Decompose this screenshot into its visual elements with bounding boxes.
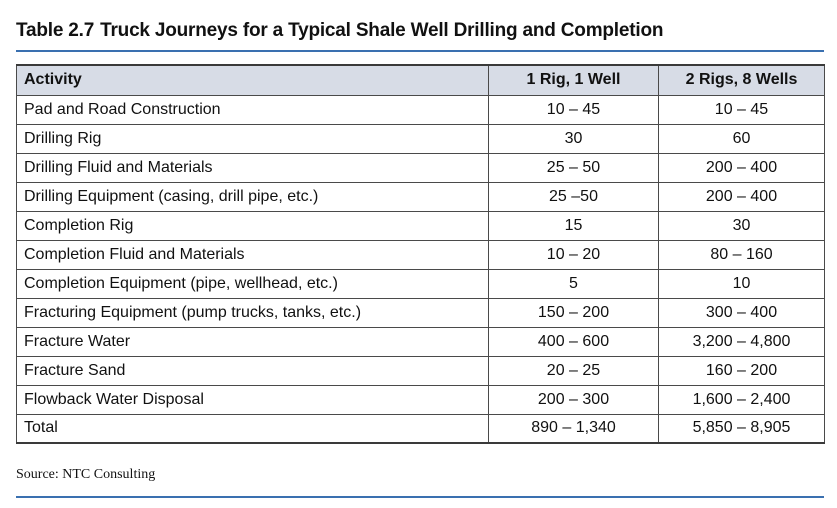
one-rig-value-cell: 10 – 20 (489, 240, 659, 269)
table-row (17, 356, 825, 385)
activity-cell: Drilling Rig (17, 124, 489, 153)
column-header-activity: Activity (17, 65, 489, 95)
table-row (17, 124, 825, 153)
activity-cell: Fracture Water (17, 327, 489, 356)
one-rig-value-cell: 30 (489, 124, 659, 153)
total-one-rig-cell: 890 – 1,340 (489, 414, 659, 443)
activity-cell: Completion Rig (17, 211, 489, 240)
title-divider (16, 50, 824, 52)
total-row (17, 414, 825, 443)
table-row (17, 95, 825, 124)
table-header-row (17, 65, 825, 95)
two-rigs-value-cell: 3,200 – 4,800 (659, 327, 825, 356)
table-row (17, 240, 825, 269)
table-number: Table 2.7 (16, 20, 95, 41)
one-rig-value-cell: 150 – 200 (489, 298, 659, 327)
truck-journeys-table (16, 64, 825, 444)
table-row (17, 211, 825, 240)
two-rigs-value-cell: 160 – 200 (659, 356, 825, 385)
one-rig-value-cell: 400 – 600 (489, 327, 659, 356)
table-row (17, 182, 825, 211)
column-header-two-rigs-eight-wells: 2 Rigs, 8 Wells (659, 65, 825, 95)
two-rigs-value-cell: 30 (659, 211, 825, 240)
one-rig-value-cell: 20 – 25 (489, 356, 659, 385)
activity-cell: Fracture Sand (17, 356, 489, 385)
table-row (17, 298, 825, 327)
page-title (16, 20, 663, 42)
two-rigs-value-cell: 200 – 400 (659, 153, 825, 182)
one-rig-value-cell: 25 – 50 (489, 153, 659, 182)
activity-cell: Pad and Road Construction (17, 95, 489, 124)
two-rigs-value-cell: 200 – 400 (659, 182, 825, 211)
one-rig-value-cell: 10 – 45 (489, 95, 659, 124)
activity-cell: Completion Equipment (pipe, wellhead, etc.) (17, 269, 489, 298)
table-row (17, 269, 825, 298)
total-two-rigs-cell: 5,850 – 8,905 (659, 414, 825, 443)
one-rig-value-cell: 200 – 300 (489, 385, 659, 414)
two-rigs-value-cell: 300 – 400 (659, 298, 825, 327)
two-rigs-value-cell: 80 – 160 (659, 240, 825, 269)
two-rigs-value-cell: 1,600 – 2,400 (659, 385, 825, 414)
two-rigs-value-cell: 10 – 45 (659, 95, 825, 124)
one-rig-value-cell: 5 (489, 269, 659, 298)
two-rigs-value-cell: 60 (659, 124, 825, 153)
source-note: Source: NTC Consulting (16, 467, 156, 482)
table-title-text: Truck Journeys for a Typical Shale Well Drilling and Completion (100, 20, 664, 41)
two-rigs-value-cell: 10 (659, 269, 825, 298)
table-row (17, 327, 825, 356)
activity-cell: Fracturing Equipment (pump trucks, tanks, etc.) (17, 298, 489, 327)
total-label-cell: Total (17, 414, 489, 443)
column-header-one-rig-one-well: 1 Rig, 1 Well (489, 65, 659, 95)
activity-cell: Drilling Equipment (casing, drill pipe, etc.) (17, 182, 489, 211)
bottom-divider (16, 496, 824, 498)
table-row (17, 385, 825, 414)
one-rig-value-cell: 15 (489, 211, 659, 240)
one-rig-value-cell: 25 –50 (489, 182, 659, 211)
activity-cell: Drilling Fluid and Materials (17, 153, 489, 182)
table-row (17, 153, 825, 182)
activity-cell: Flowback Water Disposal (17, 385, 489, 414)
activity-cell: Completion Fluid and Materials (17, 240, 489, 269)
